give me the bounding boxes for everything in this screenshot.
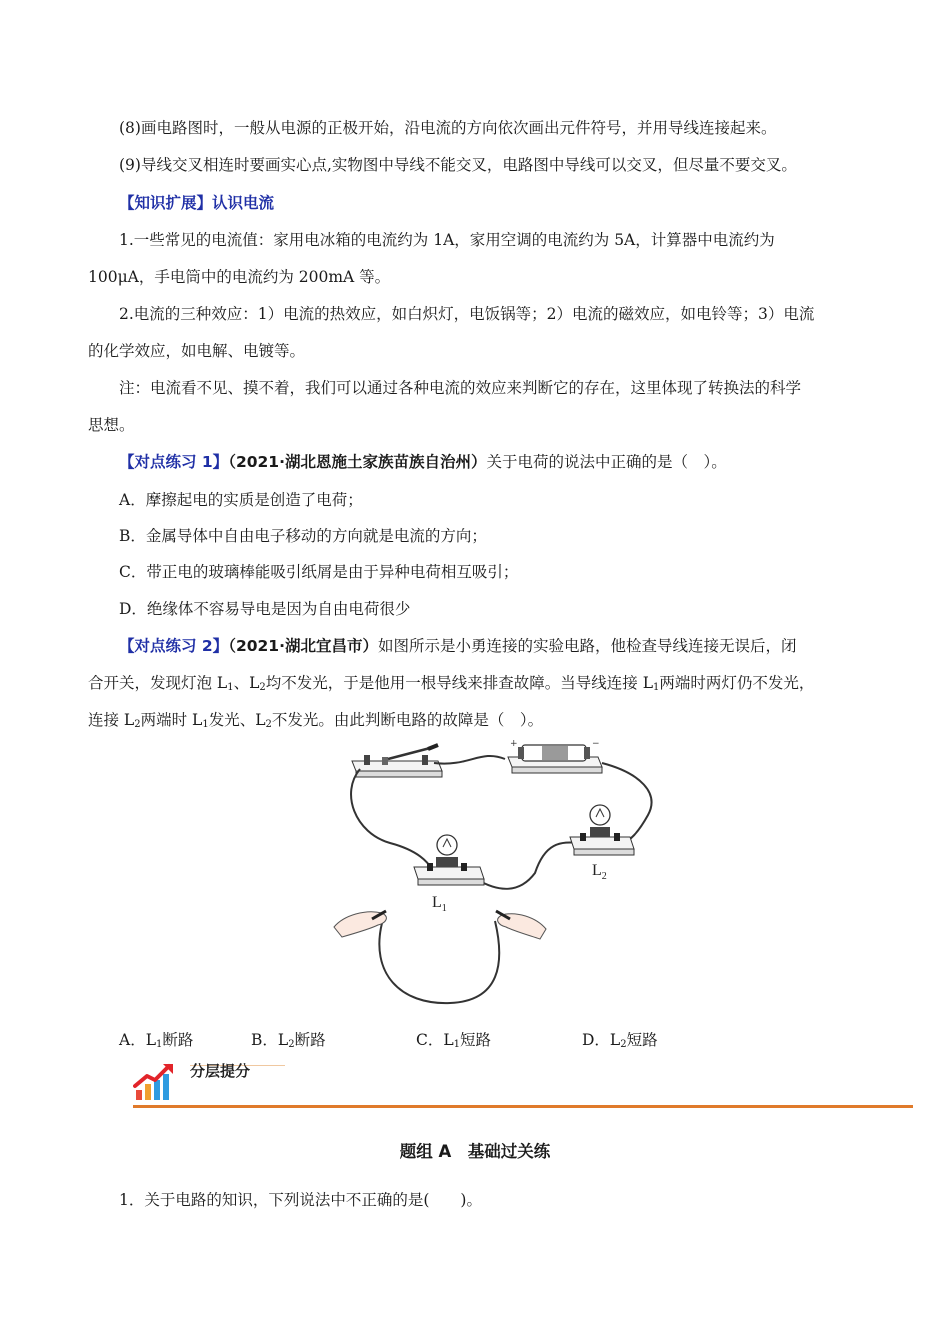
knowledge-item1-line1: 1.一些常见的电流值：家用电冰箱的电流约为 1A，家用空调的电流约为 5A，计算器中电流约为 — [119, 231, 775, 249]
option-text: 断路 — [294, 1031, 326, 1049]
exercise2-sub: 2 — [265, 719, 272, 730]
exercise2-source: （2021·湖北宜昌市） — [228, 637, 378, 655]
exercise1-option-a: A．摩擦起电的实质是创造了电荷； — [119, 491, 363, 509]
chart-growth-icon — [133, 1062, 177, 1102]
option-text: 断路 — [162, 1031, 194, 1049]
exercise2-sub: 2 — [134, 719, 141, 730]
section-divider — [133, 1105, 913, 1108]
option-text: 短路 — [626, 1031, 658, 1049]
exercise2-q3d: 不发光。由此判断电路的故障是（ ）。 — [271, 711, 544, 729]
exercise2-option-c — [416, 1030, 491, 1050]
exercise2-q3a: 连接 L — [88, 711, 135, 729]
knowledge-item2-line2: 的化学效应，如电解、电镀等。 — [88, 342, 306, 360]
option-sub: 2 — [620, 1039, 627, 1050]
battery-plus-label: + — [510, 739, 518, 749]
left-hand-icon — [334, 911, 386, 937]
paragraph-8: (8)画电路图时，一般从电源的正极开始，沿电流的方向依次画出元件符号，并用导线连接起来。 — [119, 119, 777, 137]
knowledge-item1-line2: 100μA，手电筒中的电流约为 200mA 等。 — [88, 268, 391, 286]
circuit-figure — [330, 733, 660, 1013]
exercise2-option-d — [582, 1030, 658, 1050]
exercise1-tag: 【对点练习 1】 — [119, 453, 229, 471]
group-title: 题组 A 基础过关练 — [399, 1142, 551, 1161]
exercise2-option-b — [251, 1030, 326, 1050]
exercise2-sub: 1 — [227, 682, 234, 693]
exercise1-stem — [119, 452, 727, 472]
battery-minus-label: − — [592, 739, 600, 749]
exercise1-source: （2021·湖北恩施土家族苗族自治州） — [228, 453, 487, 471]
option-text: 短路 — [460, 1031, 492, 1049]
exercise2-q2d: 两端时两灯仍不发光， — [659, 674, 815, 692]
exercise1-option-b: B．金属导体中自由电子移动的方向就是电流的方向； — [119, 527, 487, 545]
option-letter: D．L — [582, 1031, 621, 1049]
exercise2-q1: 如图所示是小勇连接的实验电路，他检查导线连接无误后，闭 — [377, 637, 797, 655]
exercise2-sub: 1 — [202, 719, 209, 730]
lamp-l1-label: $L_1$ — [432, 894, 447, 914]
knowledge-item2-line1: 2.电流的三种效应：1）电流的热效应，如白炽灯，电饭锅等；2）电流的磁效应，如电铃等；3）电流 — [119, 305, 815, 323]
exercise2-stem-line1 — [119, 636, 796, 656]
exercise1-question: 关于电荷的说法中正确的是（ ）。 — [486, 453, 727, 471]
option-letter: A．L — [119, 1031, 156, 1049]
exercise2-q3c: 发光、L — [208, 711, 266, 729]
knowledge-note-line1: 注：电流看不见、摸不着，我们可以通过各种电流的效应来判断它的存在，这里体现了转换法的科学 — [119, 379, 802, 397]
exercise2-q2a: 合开关，发现灯泡 L — [88, 674, 228, 692]
option-letter: B．L — [251, 1031, 289, 1049]
lamp-l2-label: $L_2$ — [592, 862, 607, 882]
exercise2-stem-line3 — [88, 710, 543, 730]
exercise2-q2c: 均不发光，于是他用一根导线来排查故障。当导线连接 L — [265, 674, 654, 692]
switch-icon — [352, 745, 442, 777]
exercise1-option-c: C．带正电的玻璃棒能吸引纸屑是由于异种电荷相互吸引； — [119, 563, 519, 581]
battery-icon — [508, 739, 602, 773]
option-sub: 2 — [288, 1039, 295, 1050]
knowledge-heading: 【知识扩展】认识电流 — [119, 194, 275, 212]
option-sub: 1 — [453, 1039, 461, 1050]
exercise2-q2b: 、L — [233, 674, 260, 692]
group-question-1: 1．关于电路的知识，下列说法中不正确的是( )。 — [119, 1191, 482, 1209]
section-label: 分层提分 — [190, 1062, 251, 1080]
paragraph-9: (9)导线交叉相连时要画实心点,实物图中导线不能交叉，电路图中导线可以交叉，但尽量不要交叉。 — [119, 156, 797, 174]
exercise2-sub: 1 — [653, 682, 660, 693]
option-sub: 1 — [156, 1039, 163, 1050]
right-hand-icon — [496, 911, 546, 939]
exercise2-q3b: 两端时 L — [140, 711, 203, 729]
knowledge-note-line2: 思想。 — [88, 416, 135, 434]
exercise2-stem-line2 — [88, 673, 814, 693]
exercise2-option-a — [119, 1030, 193, 1050]
exercise2-sub: 2 — [259, 682, 266, 693]
exercise1-option-d: D．绝缘体不容易导电是因为自由电荷很少 — [119, 600, 411, 618]
option-letter: C．L — [416, 1031, 454, 1049]
lamp-l2-icon — [570, 805, 634, 855]
exercise2-tag: 【对点练习 2】 — [119, 637, 229, 655]
